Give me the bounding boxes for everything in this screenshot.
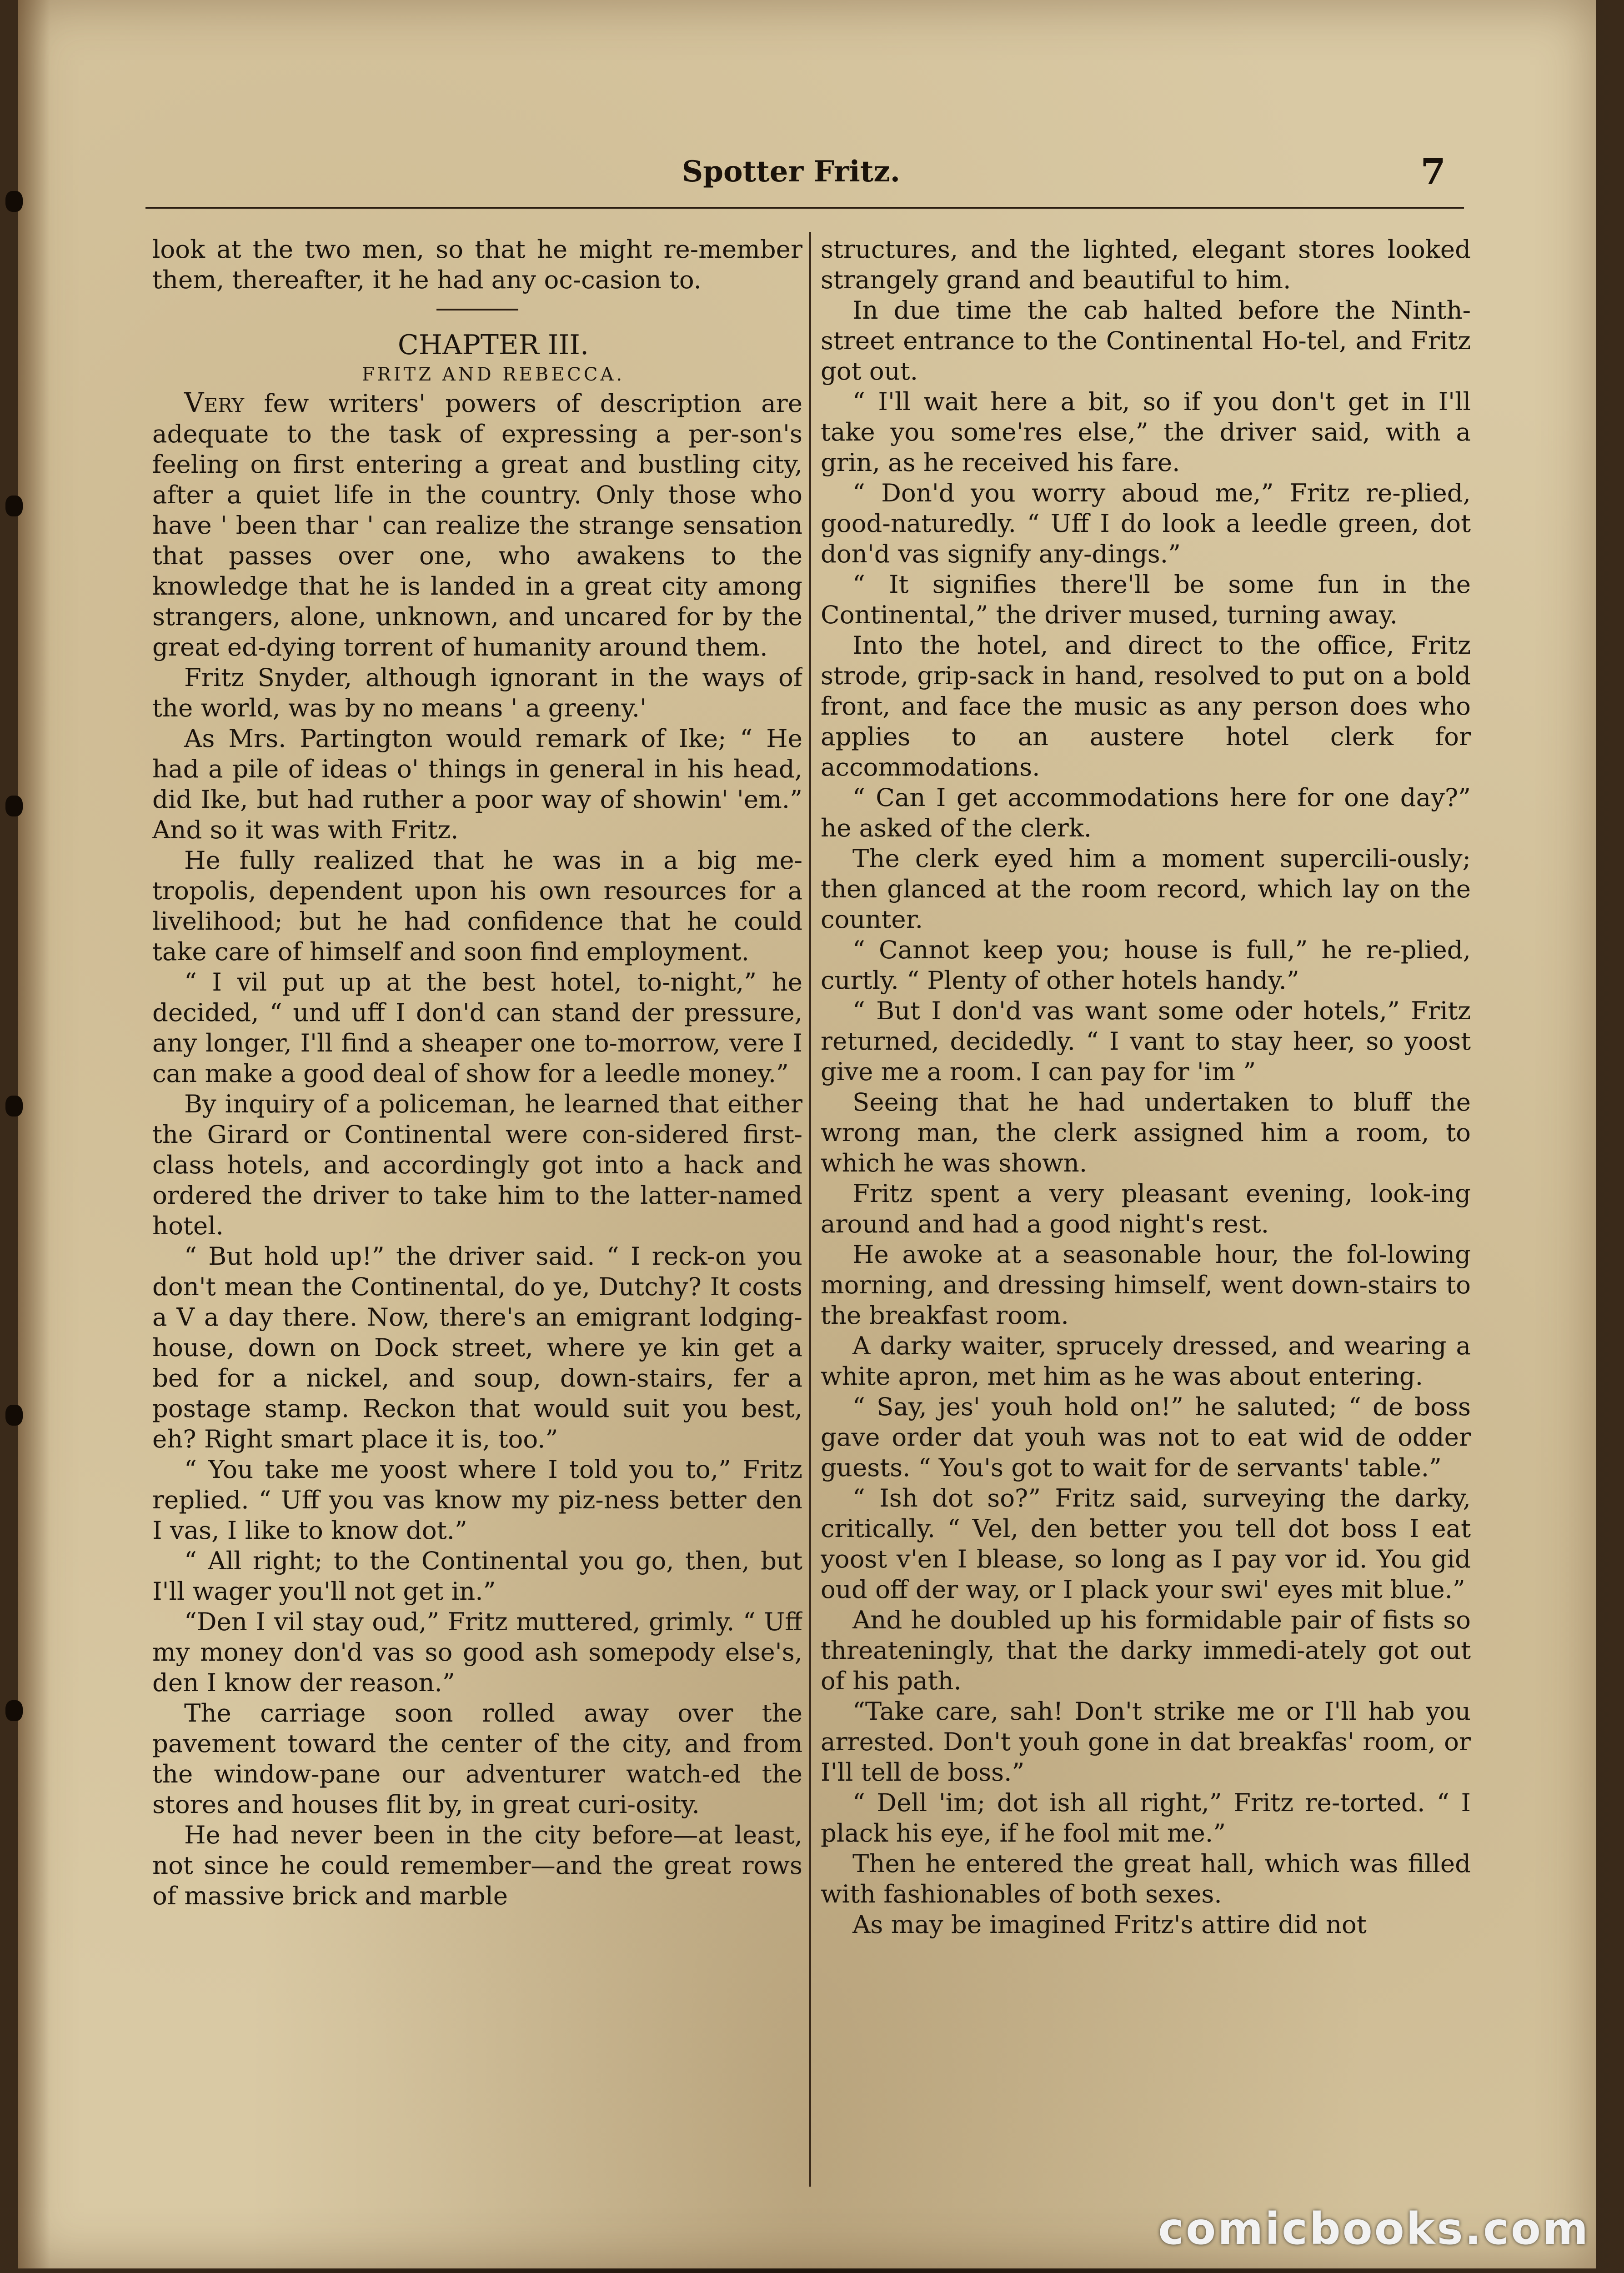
page-shadow-edge [18, 0, 50, 2268]
paragraph: As may be imagined Fritz's attire did not [852, 1910, 1367, 1939]
paragraph: A darky waiter, sprucely dressed, and wearing a white apron, met him as he was about entering. [821, 1331, 1471, 1391]
paragraph: He had never been in the city before—at least, not since he could remember—and the great rows of massive brick and marble [152, 1820, 802, 1910]
paragraph: “Take care, sah! Don't strike me or I'll hab you arrested. Don't youh gone in dat breakfas' room, or I'll tell de boss.” [821, 1697, 1471, 1787]
left-column [152, 234, 802, 2189]
paragraph: “ But hold up!” the driver said. “ I reck-on you don't mean the Continental, do ye, Dutchy? It costs a V a day there. Now, there's an emigrant lodging-house, down on Dock street, where ye kin get a bed for a nickel, and soup, down-stairs, fer a postage stamp. Reckon that would suit you best, eh? Right smart place it is, too.” [152, 1242, 802, 1453]
paragraph: structures, and the lighted, elegant stores looked strangely grand and beautiful to him. [821, 235, 1471, 294]
paragraph: “ It signifies there'll be some fun in the Continental,” the driver mused, turning away. [821, 570, 1471, 629]
binding-hole [5, 1405, 23, 1426]
paragraph: “ You take me yoost where I told you to,” Fritz replied. “ Uff you vas know my piz-ness better den I vas, I like to know dot.” [152, 1455, 802, 1545]
running-header [646, 150, 1464, 200]
paragraph: In due time the cab halted before the Ninth-street entrance to the Continental Ho-tel, and Fritz got out. [821, 295, 1471, 386]
paragraph: He fully realized that he was in a big me-tropolis, dependent upon his own resources for a livelihood; but he had confidence that he could take care of himself and soon find employment. [152, 846, 802, 966]
binding-hole [5, 191, 23, 212]
paragraph: “ Say, jes' youh hold on!” he saluted; “ de boss gave order dat youh was not to eat wid de odder guests. “ You's got to wait for de servants' table.” [821, 1392, 1471, 1482]
paragraph-text: few writers' powers of description are adequate to the task of expressing a per-son's feeling on first entering a great and bustling city, after a quiet life in the country. Only those who have ' been thar ' can realize the strange sensation that passes over one, who awakens to the knowledge that he is landed in a great city among strangers, alone, unknown, and uncared for by the great ed-dying torrent of humanity around them. [152, 389, 802, 661]
paragraph: As Mrs. Partington would remark of Ike; “ He had a pile of ideas o' things in general in his head, did Ike, but had ruther a poor way of showin' 'em.” And so it was with Fritz. [152, 724, 802, 844]
column-divider [809, 232, 811, 2187]
paragraph: “ I'll wait here a bit, so if you don't get in I'll take you some'res else,” the driver said, with a grin, as he received his fare. [821, 387, 1471, 477]
page-number: 7 [1420, 150, 1446, 193]
paragraph: “ All right; to the Continental you go, then, but I'll wager you'll not get in.” [152, 1546, 802, 1606]
paragraph: “ Dell 'im; dot ish all right,” Fritz re-torted. “ I plack his eye, if he fool mit me.” [821, 1788, 1471, 1847]
section-divider [436, 309, 518, 310]
running-title: Spotter Fritz. [682, 155, 901, 189]
paragraph: “ But I don'd vas want some oder hotels,” Fritz returned, decidedly. “ I vant to stay heer, so yoost give me a room. I can pay for 'im ” [821, 996, 1471, 1086]
paragraph: “Den I vil stay oud,” Fritz muttered, grimly. “ Uff my money don'd vas so good ash somepody else's, den I know der reason.” [152, 1607, 802, 1697]
paragraph: Fritz Snyder, although ignorant in the ways of the world, was by no means ' a greeny.' [152, 663, 802, 722]
binding-hole [5, 1700, 23, 1721]
paragraph [152, 388, 802, 662]
paragraph: “ Cannot keep you; house is full,” he re-plied, curtly. “ Plenty of other hotels handy.” [821, 935, 1471, 995]
binding-hole [5, 1096, 23, 1116]
chapter-title: CHAPTER III. [397, 329, 589, 361]
right-column [821, 234, 1471, 2189]
paragraph: Fritz spent a very pleasant evening, look-ing around and had a good night's rest. [821, 1179, 1471, 1238]
paragraph: Into the hotel, and direct to the office, Fritz strode, grip-sack in hand, resolved to put on a bold front, and face the music as any person does who applies to an austere hotel clerk for accommodations. [821, 631, 1471, 781]
binding-hole [5, 496, 23, 516]
chapter-subtitle: FRITZ AND REBECCA. [361, 364, 625, 385]
paragraph: “ Can I get accommodations here for one day?” he asked of the clerk. [821, 783, 1471, 842]
paragraph: By inquiry of a policeman, he learned that either the Girard or Continental were con-sidered first-class hotels, and accordingly got into a hack and ordered the driver to take him to the latter-named hotel. [152, 1089, 802, 1240]
paragraph: “ Don'd you worry aboud me,” Fritz re-plied, good-naturedly. “ Uff I do look a leedle green, dot don'd vas signify any-dings.” [821, 478, 1471, 568]
dropword: Very [184, 387, 245, 419]
paragraph: The carriage soon rolled away over the pavement toward the center of the city, and from the window-pane our adventurer watch-ed the stores and houses flit by, in great curi-osity. [152, 1698, 802, 1819]
paragraph: Seeing that he had undertaken to bluff the wrong man, the clerk assigned him a room, to which he was shown. [821, 1087, 1471, 1177]
paragraph: “ I vil put up at the best hotel, to-night,” he decided, “ und uff I don'd can stand der pressure, any longer, I'll find a sheaper one to-morrow, vere I can make a good deal of show for a leedle money.” [152, 967, 802, 1088]
site-watermark: comicbooks.com [1158, 2203, 1590, 2254]
paragraph: look at the two men, so that he might re-member them, thereafter, it he had any oc-casion to. [152, 235, 802, 294]
header-rule [145, 207, 1464, 209]
binding-hole [5, 796, 23, 816]
paragraph: Then he entered the great hall, which was filled with fashionables of both sexes. [821, 1849, 1471, 1908]
paragraph: The clerk eyed him a moment supercili-ously; then glanced at the room record, which lay on the counter. [821, 844, 1471, 934]
paragraph: And he doubled up his formidable pair of fists so threateningly, that the darky immedi-ately got out of his path. [821, 1605, 1471, 1695]
paragraph: “ Ish dot so?” Fritz said, surveying the darky, critically. “ Vel, den better you tell dot boss I eat yoost v'en I blease, so long as I pay vor id. You gid oud off der way, or I plack your swi' eyes mit blue.” [821, 1483, 1471, 1604]
paragraph: He awoke at a seasonable hour, the fol-lowing morning, and dressing himself, went down-stairs to the breakfast room. [821, 1240, 1471, 1330]
